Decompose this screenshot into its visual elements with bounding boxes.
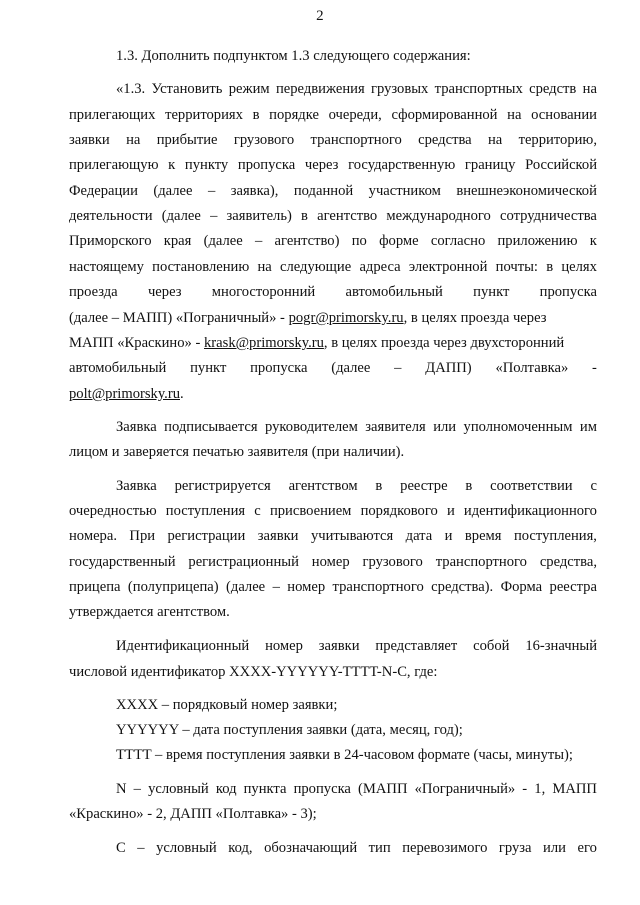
word: на (507, 107, 522, 123)
word: автомобильный (69, 360, 167, 376)
text-line (69, 309, 597, 327)
word: Заявка (116, 478, 157, 494)
word: С (116, 840, 126, 856)
word: внешнеэкономической (456, 183, 597, 199)
word: ДАПП) (425, 360, 472, 376)
word: транспортного (310, 132, 402, 148)
word: на (126, 132, 141, 148)
word: – (137, 840, 145, 856)
word: «Полтавка» (495, 360, 569, 376)
text-line (69, 359, 597, 377)
word: уполномоченным (463, 419, 573, 435)
text-line (116, 839, 597, 857)
word: Российской (525, 157, 597, 173)
word: основании (531, 107, 597, 123)
word: адреса (359, 259, 401, 275)
text-line (116, 80, 597, 98)
word: через (304, 157, 339, 173)
word: идентификационного (463, 503, 597, 519)
word: 16-значный (525, 638, 597, 654)
word: территориях (165, 107, 243, 123)
word: номер (265, 638, 303, 654)
word: Установить (151, 81, 223, 97)
word: реестра (549, 579, 597, 595)
word: грузового (233, 132, 295, 148)
word: – (272, 579, 280, 595)
word: или (543, 840, 566, 856)
line-text: . (180, 386, 184, 402)
word: соответствии (490, 478, 573, 494)
word: заявитель) (226, 208, 292, 224)
word: транспортных (434, 81, 523, 97)
word: в (252, 107, 260, 123)
word: (МАПП (358, 781, 408, 797)
line-text: , в целях проезда через двухсторонний (323, 335, 565, 351)
word: средства (418, 132, 472, 148)
word: поступления (165, 503, 246, 519)
text-line (69, 106, 597, 124)
word: режим (228, 81, 270, 97)
word: (далее (161, 208, 201, 224)
text-line (69, 131, 597, 149)
text-line: 1.3. Дополнить подпунктом 1.3 следующего содержания: (116, 48, 471, 64)
word: проезда (69, 284, 118, 300)
word: международного (386, 208, 491, 224)
word: условный (156, 840, 217, 856)
text-line: «Краскино» - 2, ДАПП «Полтавка» - 3); (69, 806, 317, 822)
word: его (577, 840, 597, 856)
word: согласно (430, 233, 486, 249)
word: представляет (375, 638, 458, 654)
word: 1, (534, 781, 546, 797)
word: груза (498, 840, 532, 856)
word: прилегающую (69, 157, 159, 173)
word: заявка), (230, 183, 279, 199)
word: номера. (69, 528, 117, 544)
word: государственную (348, 157, 456, 173)
word: сформированной (391, 107, 498, 123)
word: заявки (69, 132, 110, 148)
word: постановлению (152, 259, 250, 275)
text-line: утверждается агентством. (69, 604, 230, 620)
word: в (301, 208, 308, 224)
word: условный (148, 781, 209, 797)
word: - (592, 360, 597, 376)
word: «1.3. (116, 81, 146, 97)
word: агентство) (274, 233, 340, 249)
word: тип (368, 840, 391, 856)
word: агентство (317, 208, 378, 224)
email-link-krask[interactable]: krask@primorsky.ru (204, 335, 324, 351)
word: присвоением (269, 503, 352, 519)
word: номер (311, 554, 350, 570)
text-line (69, 527, 597, 545)
word: поступления, (513, 528, 597, 544)
word: номер (287, 579, 326, 595)
text-line (69, 182, 597, 200)
word: пункту (184, 157, 229, 173)
word: с (254, 503, 261, 519)
text-line (116, 477, 597, 495)
word: пропуска (539, 284, 597, 300)
word: в (465, 478, 473, 494)
text-line (69, 385, 597, 403)
line-text: МАПП «Краскино» - (69, 335, 204, 351)
word: на (257, 259, 272, 275)
word: автомобильный (345, 284, 443, 300)
text-line (116, 418, 597, 436)
text-line: числовой идентификатор XXXX-YYYYYY-TTTT-N-C, где: (69, 664, 438, 680)
word: передвижения (275, 81, 365, 97)
text-line (69, 283, 597, 301)
word: пункта (243, 781, 287, 797)
text-line: лицом и заверяется печатью заявителя (при наличии). (69, 444, 405, 460)
word: «Пограничный» (414, 781, 516, 797)
word: – (394, 360, 402, 376)
word: порядкового (360, 503, 438, 519)
text-line (69, 334, 597, 352)
word: – (133, 781, 141, 797)
word: очереди, (328, 107, 382, 123)
word: целях (561, 259, 597, 275)
text-line (69, 578, 597, 596)
word: форме (379, 233, 419, 249)
word: средств (529, 81, 577, 97)
word: и (444, 528, 453, 544)
word: заявки (257, 528, 299, 544)
word: на (582, 81, 597, 97)
word: границу (464, 157, 516, 173)
word: к (589, 233, 597, 249)
word: При (129, 528, 156, 544)
word: грузовых (370, 81, 429, 97)
word: деятельности (69, 208, 153, 224)
word: средства, (539, 554, 597, 570)
word: или (433, 419, 457, 435)
word: время (464, 528, 502, 544)
word: регистрации (167, 528, 246, 544)
word: дата (405, 528, 433, 544)
word: электронной (408, 259, 488, 275)
word: Федерации (69, 183, 138, 199)
word: код (215, 781, 237, 797)
word: прибытие (156, 132, 218, 148)
word: пропуска (237, 157, 296, 173)
word: (далее (331, 360, 371, 376)
word: Заявка (116, 419, 157, 435)
word: по (351, 233, 367, 249)
word: реестре (400, 478, 448, 494)
word: в (546, 259, 554, 275)
word: и (446, 503, 455, 519)
word: – (207, 183, 216, 199)
page-number: 2 (316, 8, 324, 24)
word: прилегающих (69, 107, 156, 123)
word: к (168, 157, 176, 173)
word: пропуска (250, 360, 308, 376)
text-line (69, 502, 597, 520)
word: сотрудничества (500, 208, 597, 224)
word: с (590, 478, 597, 494)
text-line (69, 232, 597, 250)
text-line (116, 780, 597, 798)
text-line: XXXX – порядковый номер заявки; (116, 697, 338, 713)
word: агентством (288, 478, 358, 494)
word: грузового (362, 554, 423, 570)
text-line (69, 553, 597, 571)
text-line (69, 156, 597, 174)
word: очередностью (69, 503, 157, 519)
word: Форма (500, 579, 543, 595)
word: на (487, 132, 503, 148)
word: – (255, 233, 263, 249)
email-link-pogr[interactable]: pogr@primorsky.ru (288, 310, 404, 326)
word: заявки (318, 638, 360, 654)
word: учитываются (310, 528, 394, 544)
word: Приморского (69, 233, 152, 249)
word: следующие (280, 259, 352, 275)
word: участником (368, 183, 441, 199)
word: средства). (431, 579, 494, 595)
word: многосторонний (211, 284, 316, 300)
text-line: TTTT – время поступления заявки в 24-часовом формате (часы, минуты); (116, 747, 573, 763)
word: им (579, 419, 597, 435)
word: приложению (497, 233, 578, 249)
word: Идентификационный (116, 638, 250, 654)
line-text: (далее – МАПП) «Пограничный» - (69, 310, 289, 326)
word: в (375, 478, 383, 494)
text-line (116, 637, 597, 655)
word: транспортного (435, 554, 527, 570)
word: обозначающий (264, 840, 358, 856)
word: края (163, 233, 192, 249)
word: - (522, 781, 528, 797)
word: через (147, 284, 182, 300)
word: пункт (473, 284, 510, 300)
word: (далее (203, 233, 243, 249)
word: (далее (226, 579, 266, 595)
word: пункт (190, 360, 227, 376)
word: государственный (69, 554, 176, 570)
word: регистрируется (174, 478, 271, 494)
word: территорию, (518, 132, 597, 148)
word: заявителя (365, 419, 426, 435)
word: порядке (269, 107, 319, 123)
word: собой (473, 638, 510, 654)
email-link-polt[interactable]: polt@primorsky.ru (69, 386, 180, 402)
word: МАПП (552, 781, 597, 797)
text-line: YYYYYY – дата поступления заявки (дата, месяц, год); (116, 722, 463, 738)
word: руководителем (265, 419, 358, 435)
word: прицепа (69, 579, 121, 595)
word: транспортного (332, 579, 424, 595)
word: код, (228, 840, 253, 856)
word: (далее (153, 183, 193, 199)
word: перевозимого (402, 840, 488, 856)
word: N (116, 781, 127, 797)
word: регистрационный (188, 554, 299, 570)
word: настоящему (69, 259, 144, 275)
word: почты: (495, 259, 538, 275)
word: пропуска (293, 781, 351, 797)
word: – (210, 208, 218, 224)
text-line (69, 207, 597, 225)
text-line (69, 258, 597, 276)
word: поданной (293, 183, 354, 199)
word: подписывается (164, 419, 258, 435)
line-text: , в целях проезда через (403, 310, 547, 326)
word: (полуприцепа) (127, 579, 219, 595)
